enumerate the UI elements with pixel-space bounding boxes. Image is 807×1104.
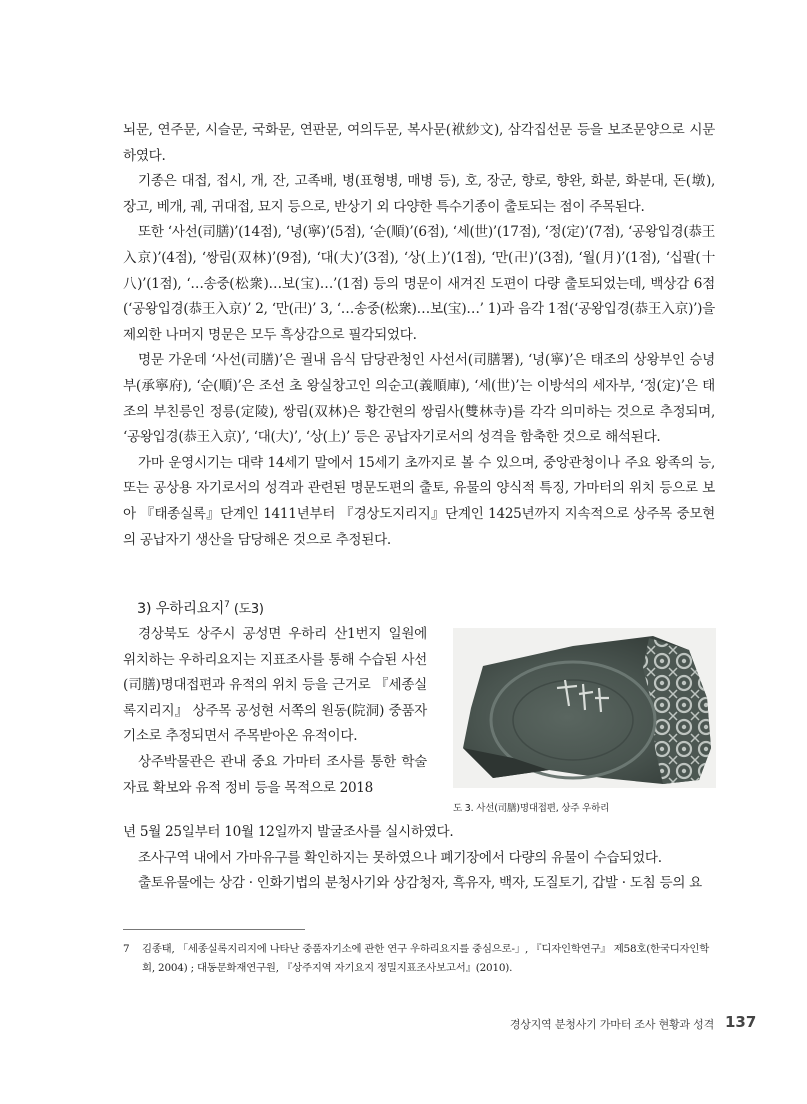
paragraph: 기종은 대접, 접시, 개, 잔, 고족배, 병(표형병, 매병 등), 호, 장군, 향로, 향완, 화분, 화분대, 돈(墩), 장고, 베개, 궤, 귀대접, 묘지 등으로, 반상기 외 다양한 특수기종이 출토되는 점이 주목된다. — [123, 173, 715, 215]
body-text-left-column — [123, 622, 427, 801]
paragraph: 가마 운영시기는 대략 14세기 말에서 15세기 초까지로 볼 수 있으며, 중앙관청이나 주요 왕족의 능, 또는 공상용 자기로서의 성격과 관련된 명문도편의 출토, 유물의 양식적 특징, 가마터의 위치 등으로 보아 『태종실록』단계인 1411년부터 『경상도지리지』단계인 1425년까지 지속적으로 상주목 중모현의 공납자기 생산을 담당해온 것으로 추정된다. — [123, 454, 715, 548]
figure-photo — [453, 628, 716, 788]
paragraph: 출토유물에는 상감 · 인화기법의 분청사기와 상감청자, 흑유자, 백자, 도질토기, 갑발 · 도침 등의 요 — [138, 875, 702, 892]
page-number: 137 — [725, 1013, 757, 1031]
footnote-text: 김종태, 「세종실록지리지에 나타난 중품자기소에 관한 연구 우하리요지를 중심으로-」, 『디자인학연구』 제58호(한국디자인학회, 2004) ; 대동문화재연구원, 『상주지역 자기요지 정밀지표조사보고서』(2010). — [142, 943, 710, 974]
paragraph: 뇌문, 연주문, 시슬문, 국화문, 연판문, 여의두문, 복사문(袱紗文), 삼각집선문 등을 보조문양으로 시문하였다. — [123, 122, 715, 164]
footnote-number: 7 — [123, 943, 130, 955]
figure-reference: (도3) — [233, 602, 264, 617]
running-title: 경상지역 분청사기 가마터 조사 현황과 성격 — [509, 1018, 714, 1031]
section-heading — [137, 597, 264, 618]
footnote-marker: 7 — [224, 600, 230, 611]
section-title: 3) 우하리요지 — [137, 601, 225, 617]
body-text-bottom — [123, 820, 715, 897]
paragraph: 경상북도 상주시 공성면 우하리 산1번지 일원에 위치하는 우하리요지는 지표조사를 통해 수습된 사선(司膳)명대접편과 유적의 위치 등을 근거로 『세종실록지리지』 상주목 공성현 서쪽의 원동(院洞) 중품자기소로 추정되면서 주목받아온 유적이다. — [123, 626, 427, 745]
paragraph: 년 5월 25일부터 10월 12일까지 발굴조사를 실시하였다. — [123, 824, 454, 840]
paragraph: 상주박물관은 관내 중요 가마터 조사를 통한 학술자료 확보와 유적 정비 등을 목적으로 2018 — [123, 753, 427, 796]
body-text-top — [123, 118, 715, 553]
paragraph: 명문 가운데 ‘사선(司膳)’은 궐내 음식 담당관청인 사선서(司膳署), ‘녕(寧)’은 태조의 상왕부인 승녕부(承寧府), ‘순(順)’은 조선 초 왕실창고인 의순고(義順庫), ‘세(世)’는 이방석의 세자부, ‘정(定)’은 태조의 부친릉인 정릉(定陵), 쌍림(双林)은 황간현의 쌍림사(雙林寺)를 각각 의미하는 것으로 추정되며, ‘공왕입경(恭王入京)’, ‘대(大)’, ‘상(上)’ 등은 공납자기로서의 성격을 함축한 것으로 해석된다. — [123, 352, 715, 446]
paragraph: 조사구역 내에서 가마유구를 확인하지는 못하였으나 폐기장에서 다량의 유물이 수습되었다. — [138, 849, 662, 866]
celadon-shard-photo — [453, 628, 716, 788]
figure-caption: 도 3. 사선(司膳)명대접편, 상주 우하리 — [453, 803, 610, 814]
footnote — [123, 940, 715, 978]
footnote-divider — [123, 929, 305, 930]
paragraph: 또한 ‘사선(司膳)’(14점), ‘녕(寧)’(5점), ‘순(順)’(6점), ‘세(世)’(17점), ‘정(定)’(7점), ‘공왕입경(恭王入京)’(4점), ‘쌍림(双林)’(9점), ‘대(大)’(3점), ‘상(上)’(1점), ‘만(卍)’(3점), ‘월(月)’(1점), ‘십팔(十八)’(1점), ‘…송중(松衆)…보(宝)…’(1점) 등의 명문이 새겨진 도편이 다량 출토되었는데, 백상감 6점(‘공왕입경(恭王入京)’ 2, ‘만(卍)’ 3, ‘…송중(松衆)…보(宝)…’ 1)과 음각 1점(‘공왕입경(恭王入京)’)을 제외한 나머지 명문은 모두 흑상감으로 필각되었다. — [123, 224, 715, 343]
